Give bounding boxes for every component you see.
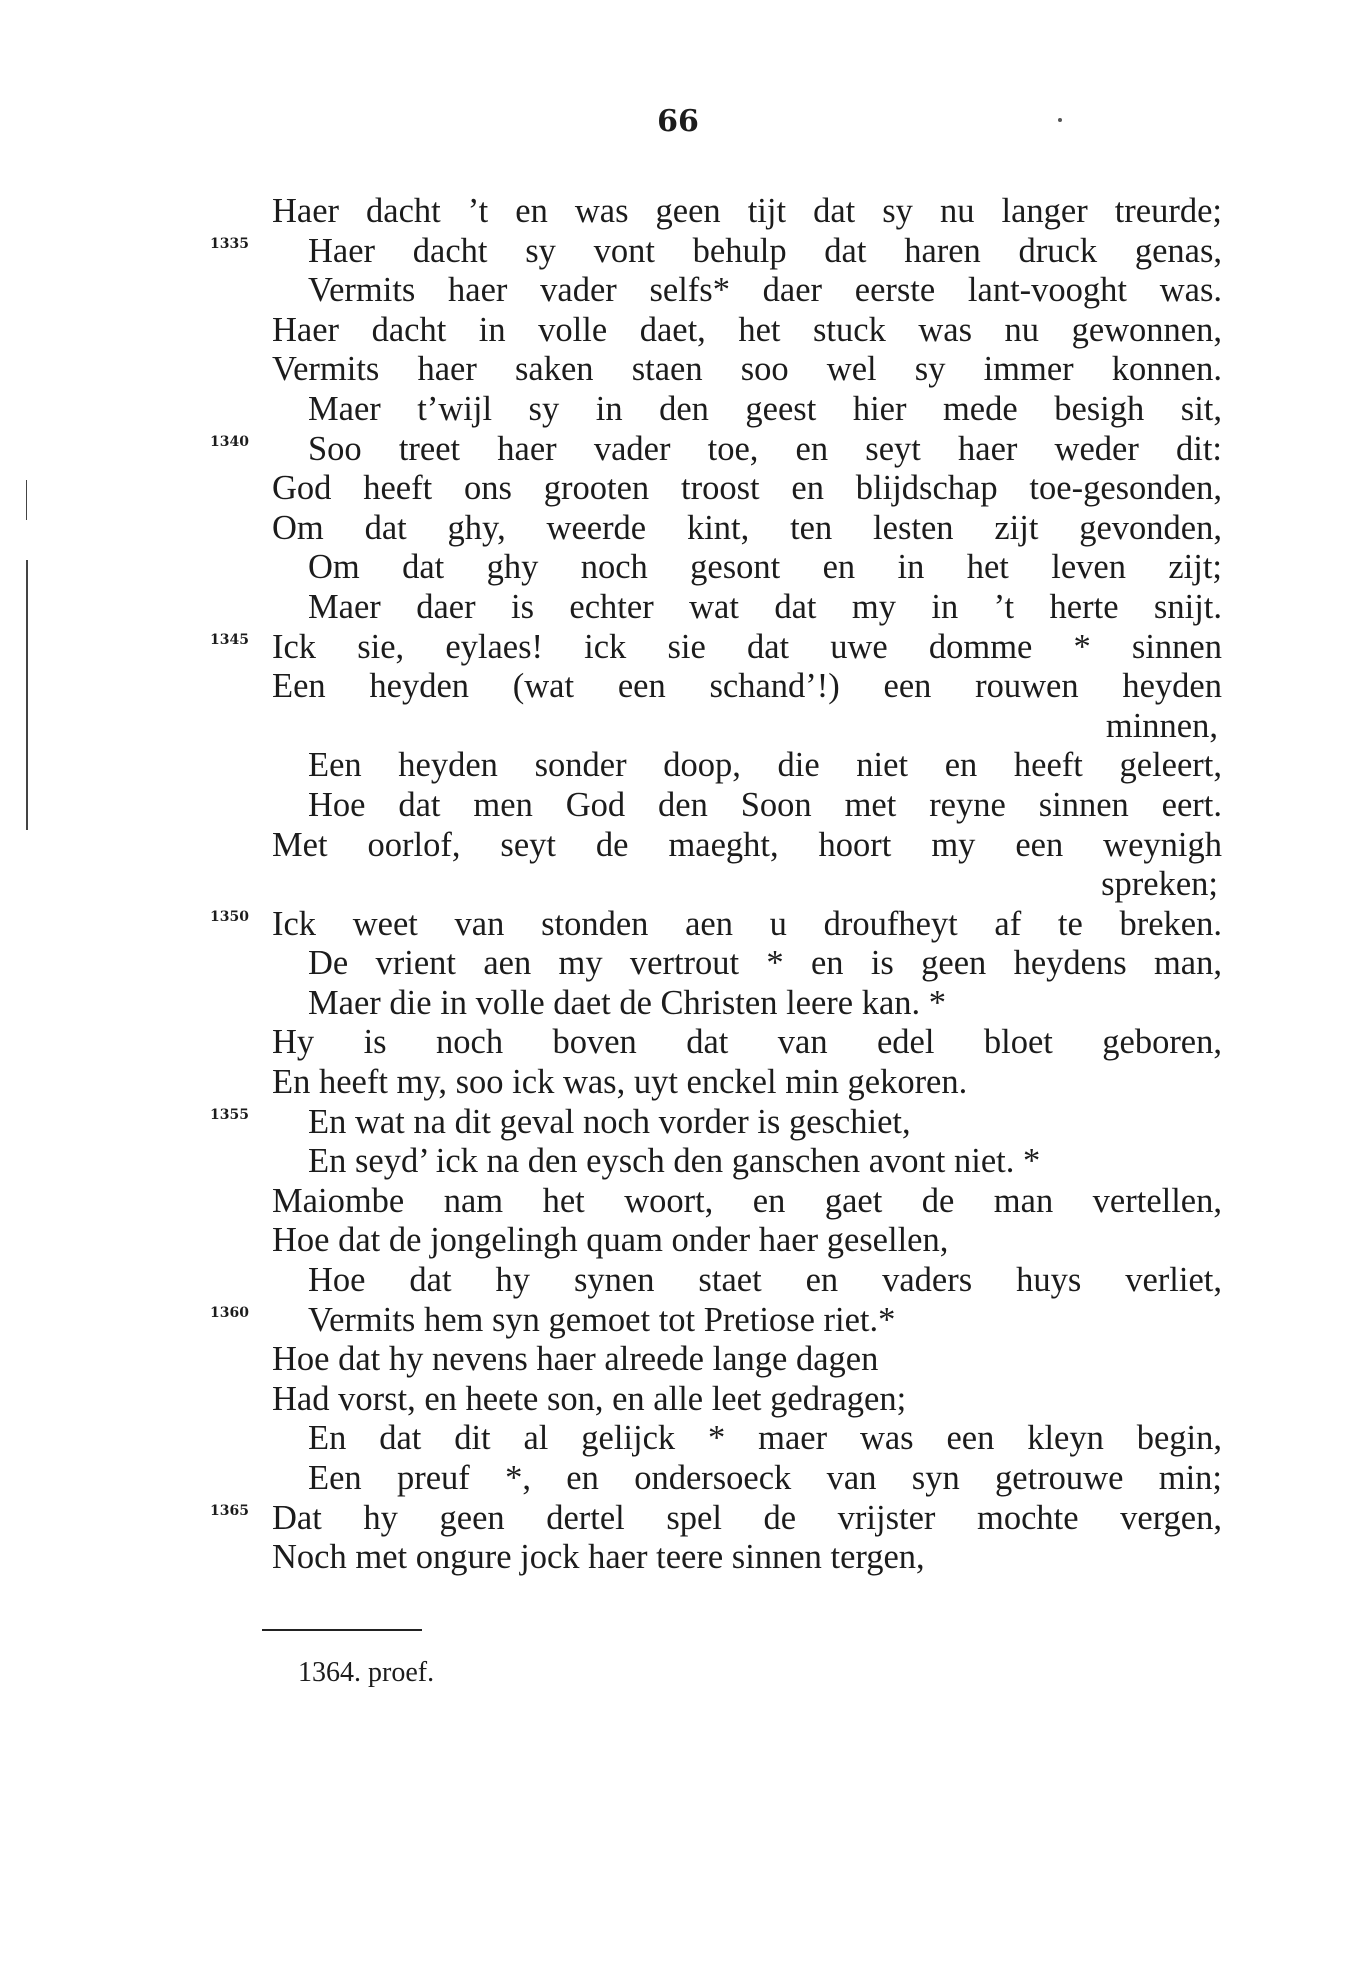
poem-line-text: Een heyden (wat een schand’!) een rouwen heyden xyxy=(272,667,1222,706)
poem-line xyxy=(0,667,1356,707)
poem-line-text: Maer t’wijl sy in den geest hier mede besigh sit, xyxy=(308,389,1222,428)
poem-line-text: En heeft my, soo ick was, uyt enckel min gekoren. xyxy=(272,1063,968,1102)
poem-line-text: Vermits haer saken staen soo wel sy immer konnen. xyxy=(272,350,1222,389)
poem-line-text: minnen, xyxy=(1105,706,1218,745)
margin-binding-mark xyxy=(26,480,27,520)
line-number: 1360 xyxy=(210,1304,249,1321)
poem-line xyxy=(0,509,1356,549)
poem-line xyxy=(0,1142,1356,1182)
page-number: 66 xyxy=(657,104,699,139)
poem-line-text: Soo treet haer vader toe, en seyt haer weder dit: xyxy=(308,429,1222,468)
poem-line xyxy=(0,548,1356,588)
line-number: 1355 xyxy=(210,1106,249,1123)
poem-line-text: Een heyden sonder doop, die niet en heeft geleert, xyxy=(308,746,1222,785)
poem-line-text: Haer dacht ’t en was geen tijt dat sy nu langer treurde; xyxy=(272,192,1222,230)
poem-line xyxy=(0,1261,1356,1301)
poem-line-text: De vrient aen my vertrout * en is geen heydens man, xyxy=(308,944,1222,983)
poem-line-text: Noch met ongure jock haer teere sinnen tergen, xyxy=(272,1538,925,1577)
poem-line xyxy=(0,430,1356,470)
footnote-rule xyxy=(262,1629,422,1631)
poem-line xyxy=(0,232,1356,272)
poem-line xyxy=(0,826,1356,866)
poem-line-text: Maiombe nam het woort, en gaet de man vertellen, xyxy=(272,1181,1222,1220)
poem-line xyxy=(0,588,1356,628)
poem-line-text: spreken; xyxy=(1101,865,1218,904)
poem-line-text: En dat dit al gelijck * maer was een kleyn begin, xyxy=(308,1419,1222,1458)
poem-line xyxy=(0,1063,1356,1103)
poem-line xyxy=(0,707,1356,747)
poem-line xyxy=(0,1340,1356,1380)
poem-line-text: Maer daer is echter wat dat my in ’t herte snijt. xyxy=(308,587,1222,626)
poem-line-text: Vermits hem syn gemoet tot Pretiose riet.* xyxy=(308,1300,896,1339)
poem-line-text: Hoe dat hy nevens haer alreede lange dagen xyxy=(272,1340,879,1379)
poem-line-text: Met oorlof, seyt de maeght, hoort my een weynigh xyxy=(272,825,1222,864)
poem-line-text: Vermits haer vader selfs* daer eerste lant-vooght was. xyxy=(308,271,1222,310)
poem-line xyxy=(0,905,1356,945)
poem-line xyxy=(0,1380,1356,1420)
poem-line xyxy=(0,350,1356,390)
poem-line-text: En seyd’ ick na den eysch den ganschen avont niet. * xyxy=(308,1142,1041,1181)
footnote: 1364. proef. xyxy=(298,1657,435,1688)
poem-line xyxy=(0,1499,1356,1539)
poem-line xyxy=(0,271,1356,311)
poem-line xyxy=(0,865,1356,905)
poem-line-text: Ick sie, eylaes! ick sie dat uwe domme * sinnen xyxy=(272,627,1222,666)
poem-line xyxy=(0,192,1356,232)
poem-body xyxy=(0,192,1356,1578)
line-number: 1345 xyxy=(210,631,249,648)
poem-line xyxy=(0,1221,1356,1261)
poem-line-text: Hy is noch boven dat van edel bloet geboren, xyxy=(272,1023,1222,1062)
poem-line-text: Had vorst, en heete son, en alle leet gedragen; xyxy=(272,1379,907,1418)
poem-line xyxy=(0,1103,1356,1143)
line-number: 1350 xyxy=(210,908,249,925)
poem-line xyxy=(0,984,1356,1024)
poem-line-text: Haer dacht sy vont behulp dat haren druck genas, xyxy=(308,231,1222,270)
poem-line-text: Maer die in volle daet de Christen leere kan. * xyxy=(308,983,947,1022)
poem-line xyxy=(0,628,1356,668)
poem-line xyxy=(0,311,1356,351)
poem-line-text: God heeft ons grooten troost en blijdschap toe-gesonden, xyxy=(272,469,1222,508)
poem-line-text: Om dat ghy, weerde kint, ten lesten zijt gevonden, xyxy=(272,508,1222,547)
poem-line xyxy=(0,786,1356,826)
poem-line-text: Om dat ghy noch gesont en in het leven zijt; xyxy=(308,548,1222,587)
poem-line-text: Hoe dat de jongelingh quam onder haer gesellen, xyxy=(272,1221,949,1260)
poem-line xyxy=(0,746,1356,786)
line-number: 1340 xyxy=(210,433,249,450)
line-number: 1335 xyxy=(210,235,249,252)
poem-line xyxy=(0,1023,1356,1063)
poem-line-text: En wat na dit geval noch vorder is geschiet, xyxy=(308,1102,911,1141)
poem-line xyxy=(0,944,1356,984)
poem-line-text: Hoe dat men God den Soon met reyne sinnen eert. xyxy=(308,785,1222,824)
poem-line xyxy=(0,390,1356,430)
paper-speck xyxy=(1058,118,1062,122)
poem-line-text: Hoe dat hy synen staet en vaders huys verliet, xyxy=(308,1261,1222,1300)
poem-line xyxy=(0,1419,1356,1459)
poem-line-text: Dat hy geen dertel spel de vrijster mochte vergen, xyxy=(272,1498,1222,1537)
poem-line xyxy=(0,1538,1356,1578)
poem-line-text: Een preuf *, en ondersoeck van syn getrouwe min; xyxy=(308,1459,1222,1497)
margin-binding-mark xyxy=(26,560,28,830)
line-number: 1365 xyxy=(210,1502,249,1519)
poem-line xyxy=(0,469,1356,509)
poem-line-text: Haer dacht in volle daet, het stuck was nu gewonnen, xyxy=(272,310,1222,349)
poem-line xyxy=(0,1182,1356,1222)
poem-line xyxy=(0,1459,1356,1499)
poem-line-text: Ick weet van stonden aen u droufheyt af te breken. xyxy=(272,904,1222,943)
poem-line xyxy=(0,1301,1356,1341)
